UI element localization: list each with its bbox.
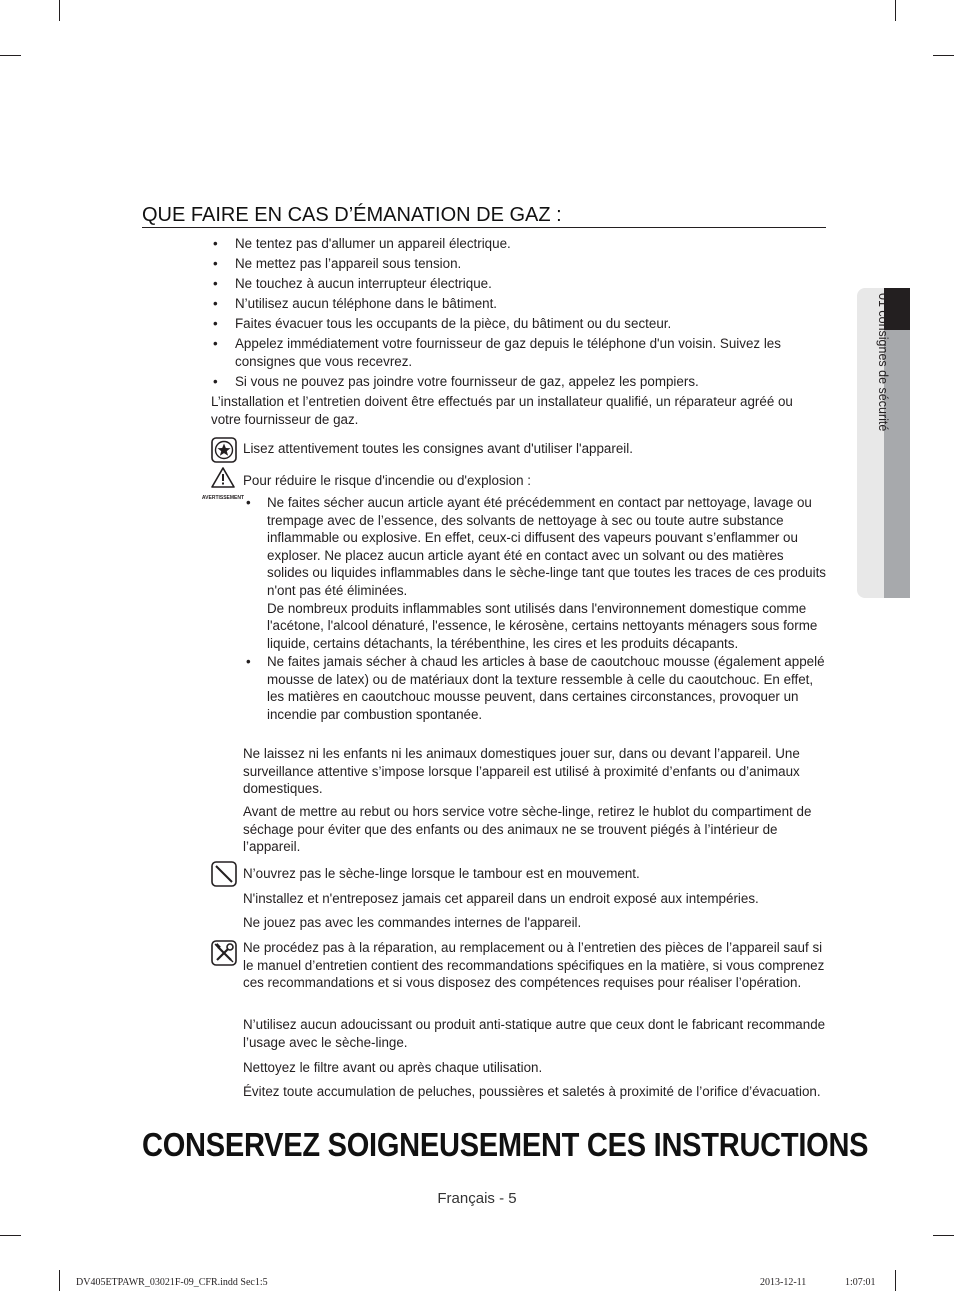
prohibit-note: N’ouvrez pas le sèche-linge lorsque le tambour est en mouvement.: [243, 866, 640, 881]
list-item: • Ne faites sécher aucun article ayant été précédemment en contact par nettoyage, lavage ou trempage avec de l’essence, des solvants de nettoyage à sec ou toute autre substance inflammable ou explosive. En effet, ceux-ci diffusent des vapeurs pouvant s’enflammer ou exploser. Ne placez aucun article ayant été en contact avec un solvant ou des matières solides ou liquides inflammables dans le sèche-linge tant que toutes les traces de ces produits n'ont pas été éliminées. De nombreux produits inflammables sont utilisés dans l'environnement domestique comme l'acétone, l'alcool dénaturé, l'essence, le kérosène, certains nettoyants ménagers sous forme liquide, certains détachants, la térébenthine, les cires et les produits décapants.: [246, 495, 827, 651]
repair-note: N’utilisez aucun adoucissant ou produit anti-statique autre que ceux dont le fabricant recommande l’usage avec le sèche-linge.: [243, 1017, 826, 1050]
no-repair-tools-icon: [211, 940, 237, 971]
install-note: L’installation et l’entretien doivent être effectués par un installateur qualifié, un réparateur agréé ou votre fournisseur de gaz.: [211, 394, 793, 427]
crop-mark: [933, 55, 954, 56]
crop-mark: [895, 0, 896, 21]
crop-mark: [933, 1235, 954, 1236]
list-item: • Si vous ne pouvez pas joindre votre fournisseur de gaz, appelez les pompiers.: [213, 373, 699, 389]
repair-note: Évitez toute accumulation de peluches, poussières et saletés à proximité de l’orifice d’évacuation.: [243, 1084, 821, 1099]
repair-note: Nettoyez le filtre avant ou après chaque utilisation.: [243, 1060, 543, 1075]
star-note-icon: [211, 437, 237, 468]
star-note-text: Lisez attentivement toutes les consignes avant d'utiliser l'appareil.: [243, 441, 633, 456]
repair-note: Ne procédez pas à la réparation, au remplacement ou à l’entretien des pièces de l’appareil sauf si le manuel d’entretien contient des recommandations spécifiques en la matière, si vous comprenez ces recommandations et si vous disposez des compétences requises pour réaliser l’opération.: [243, 940, 825, 991]
warning-label: AVERTISSEMENT: [201, 495, 245, 501]
list-item: • Ne touchez à aucun interrupteur électrique.: [213, 275, 492, 291]
footer-date: 2013-12-11: [760, 1277, 807, 1288]
list-item: • Ne faites jamais sécher à chaud les articles à base de caoutchouc mousse (également appelé mousse de latex) ou de matériaux dont la texture ressemble à celle du caoutchouc. En effet, les matières en caoutchouc mousse peuvent, dans certaines circonstances, provoquer un incendie par combustion spontanée.: [246, 653, 825, 722]
page-number: Français - 5: [437, 1190, 517, 1207]
list-item: • Faites évacuer tous les occupants de la pièce, du bâtiment ou du secteur.: [213, 315, 672, 331]
crop-mark: [59, 1270, 60, 1291]
crop-mark: [0, 55, 21, 56]
conserve-instructions-title: CONSERVEZ SOIGNEUSEMENT CES INSTRUCTIONS: [142, 1126, 869, 1163]
crop-mark: [0, 1235, 21, 1236]
crop-mark: [59, 0, 60, 21]
footer-time: 1:07:01: [845, 1277, 876, 1288]
list-item: • Ne mettez pas l’appareil sous tension.: [213, 255, 462, 271]
warning-triangle-icon: [201, 466, 245, 501]
warning-list: [243, 494, 828, 723]
side-tab-label: 01 consignes de sécurité: [876, 293, 890, 432]
prohibit-note: N'installez et n'entreposez jamais cet appareil dans un endroit exposé aux intempéries.: [243, 891, 759, 906]
warning-paragraph: Avant de mettre au rebut ou hors service votre sèche-linge, retirez le hublot du compartiment de séchage pour éviter que des enfants ou des animaux ne se trouvent piégés à l’intérieur de l’appareil.: [243, 804, 812, 855]
warning-paragraph: Ne laissez ni les enfants ni les animaux domestiques jouer sur, dans ou devant l’appareil. Une surveillance attentive s’impose lorsque l’appareil est utilisé à proximité d’enfants ou d’animaux domestiques.: [243, 746, 800, 797]
crop-mark: [895, 1270, 896, 1291]
list-item: • Appelez immédiatement votre fournisseur de gaz depuis le téléphone d'un voisin. Suivez les consignes que vous recevrez.: [213, 335, 781, 369]
prohibit-slash-icon: [211, 861, 237, 892]
prohibit-note: Ne jouez pas avec les commandes internes de l'appareil.: [243, 915, 582, 930]
gas-instructions-list: [211, 235, 826, 392]
section-title: QUE FAIRE EN CAS D’ÉMANATION DE GAZ :: [142, 203, 826, 228]
list-item: • Ne tentez pas d'allumer un appareil électrique.: [213, 236, 511, 251]
list-item: • N’utilisez aucun téléphone dans le bâtiment.: [213, 295, 498, 311]
warning-intro: Pour réduire le risque d'incendie ou d'explosion :: [243, 473, 531, 488]
footer-file: DV405ETPAWR_03021F-09_CFR.indd Sec1:5: [76, 1277, 268, 1288]
